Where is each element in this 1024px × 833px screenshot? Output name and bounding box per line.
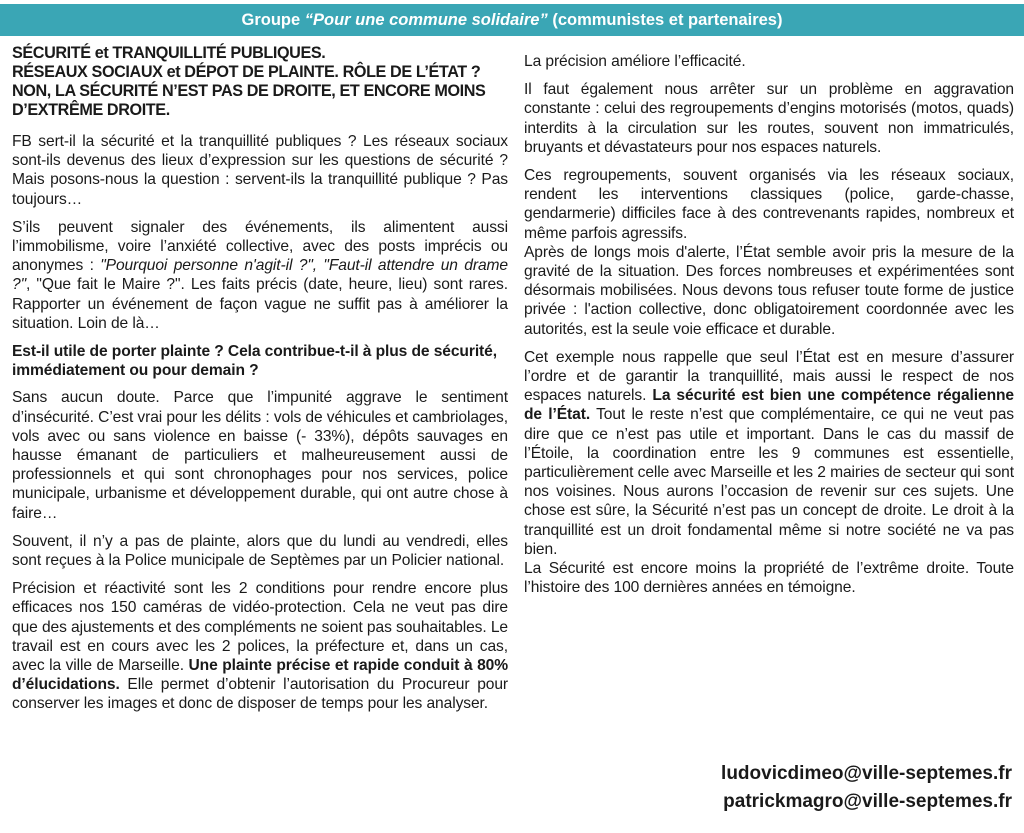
paragraph-6: La précision améliore l’efficacité. xyxy=(524,53,746,70)
subheading: Est-il utile de porter plainte ? Cela contribue-t-il à plus de sécurité, immédiatement ou pour demain ? xyxy=(12,343,497,380)
banner-suffix: (communistes et partenaires) xyxy=(547,11,783,29)
paragraph-2 xyxy=(12,218,508,333)
paragraph-9: Après de longs mois d'alerte, l’État semble avoir pris la mesure de la gravité de la situation. Des forces nombreuses et expérimentées sont désormais mobilisées. Nous devons tous refuser toute forme de justice privée : l'action collective, donc obligatoirement coordonnée avec les autorités, est la seule voie efficace et durable. xyxy=(524,243,1014,338)
paragraph-10-text-a: Cet exemple nous rappelle que seul l’État est en mesure d’assurer l’ordre et de garantir la tranquillité, mais aussi le respect de nos espaces naturels. xyxy=(524,348,1014,405)
headline-line-3: NON, LA SÉCURITÉ N’EST PAS DE DROITE, ET ENCORE MOINS D’EXTRÊME DROITE. xyxy=(12,82,486,119)
paragraph-2-text-a: S’ils peuvent signaler des événements, ils alimentent aussi l’immobilisme, voire l’anxiété collective, avec des posts imprécis ou anonymes : xyxy=(12,218,508,275)
paragraph-1: FB sert-il la sécurité et la tranquillité publiques ? Les réseaux sociaux sont-ils devenus des lieux d’expression sur les questions de sécurité ? Mais posons-nous la question : servent-ils la tranquillité publique ? Pas toujours… xyxy=(12,133,508,208)
paragraph-10-bold: La sécurité est bien une compétence régalienne de l’État. xyxy=(524,387,1014,424)
article-headline xyxy=(12,44,508,120)
headline-line-2: RÉSEAUX SOCIAUX et DÉPOT DE PLAINTE. RÔLE DE L’ÉTAT ? xyxy=(12,63,481,81)
paragraph-5-text-b: Elle permet d’obtenir l’autorisation du Procureur pour conserver les images et donc de disposer de temps pour les analyser. xyxy=(12,676,508,713)
headline-line-1: SÉCURITÉ et TRANQUILLITÉ PUBLIQUES. xyxy=(12,44,326,62)
paragraph-7: Il faut également nous arrêter sur un problème en aggravation constante : celui des regroupements d’engins motorisés (motos, quads) interdits à la circulation sur les routes, souvent non immatriculés, bruyants et dévastateurs pour nos espaces naturels. xyxy=(524,81,1014,156)
contact-emails xyxy=(721,760,1012,816)
paragraph-11: La Sécurité est encore moins la propriété de l’extrême droite. Toute l’histoire des 100 dernières années en témoigne. xyxy=(524,560,1014,597)
paragraph-5 xyxy=(12,579,508,713)
banner-group-name: “Pour une commune solidaire” xyxy=(304,11,548,29)
banner-prefix: Groupe xyxy=(241,11,305,29)
paragraph-10 xyxy=(524,348,1014,559)
group-banner xyxy=(0,4,1024,36)
right-column xyxy=(524,52,1014,606)
paragraph-2-text-b: , "Que fait le Maire ?". Les faits précis (date, heure, lieu) sont rares. Rapporter un événement de façon vague ne suffit pas à améliorer la situation. Loin de là… xyxy=(12,276,508,332)
paragraph-8: Ces regroupements, souvent organisés via les réseaux sociaux, rendent les interventions classiques (police, garde-chasse, gendarmerie) difficiles face à des contrevenants rapides, nombreux et même parfois agressifs. xyxy=(524,167,1014,242)
email-link-1[interactable]: ludovicdimeo@ville-septemes.fr xyxy=(721,763,1012,784)
email-link-2[interactable]: patrickmagro@ville-septemes.fr xyxy=(723,791,1012,812)
paragraph-4: Souvent, il n’y a pas de plainte, alors que du lundi au vendredi, elles sont reçues à la Police municipale de Septèmes par un Policier national. xyxy=(12,532,508,570)
paragraph-2-quote: "Pourquoi personne n'agit-il ?", "Faut-il attendre un drame ?" xyxy=(12,257,508,294)
paragraph-3: Sans aucun doute. Parce que l’impunité aggrave le sentiment d’insécurité. C’est vrai pour les délits : vols de véhicules et cambriolages, vols avec ou sans violence en baisse (- 33%), dépôts sauvages en hausse émanant de particuliers et malheureusement aussi de professionnels et qui sont chronophages pour nos services, police municipale, urbanisme et développement durable, qui ont autre chose à faire… xyxy=(12,389,508,522)
paragraph-5-text-a: Précision et réactivité sont les 2 conditions pour rendre encore plus efficaces nos 150 caméras de vidéo-protection. Cela ne veut pas dire que des ajustements et des compléments ne soient pas souhaitables. Le travail est en cours avec les 2 polices, la préfecture et, dans un cas, avec la ville de Marseille. xyxy=(12,580,508,675)
left-column xyxy=(12,44,508,714)
paragraph-5-bold: Une plainte précise et rapide conduit à 80% d’élucidations. xyxy=(12,657,509,694)
paragraph-10-text-b: Tout le reste n’est que complémentaire, ce qui ne veut pas dire que ce n’est pas utile et important. Dans le cas du massif de l’Étoile, la coordination entre les 9 communes est essentielle, particulièrement celle avec Marseille et les 2 mairies de secteur qui sont nos voisines. Nous aurons l’occasion de revenir sur ces sujets. Une chose est sûre, la Sécurité n’est pas un concept de droite. Le droit à la tranquillité est un droit fondamental même si notre société ne va pas bien. xyxy=(524,406,1014,558)
